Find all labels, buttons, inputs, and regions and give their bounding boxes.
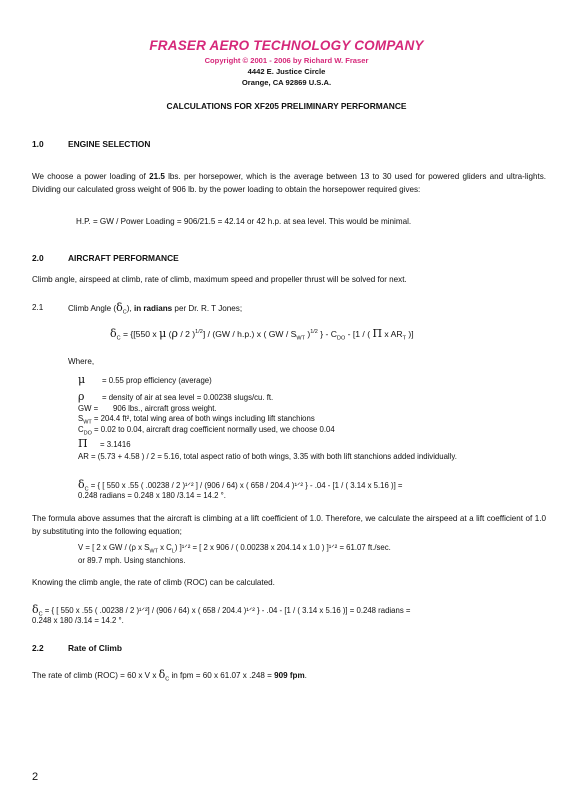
def-aspect-ratio: AR = (5.73 + 4.58 ) / 2 = 5.16, total aspect ratio of both wings, 3.35 with both lift stanchions added individually. [78, 452, 457, 461]
horsepower-formula: H.P. = GW / Power Loading = 906/21.5 = 42.14 or 42 h.p. at sea level. This would be minimal. [76, 217, 412, 226]
rate-of-climb-intro: Knowing the climb angle, the rate of climb (ROC) can be calculated. [32, 578, 275, 587]
section-2-1-title: Climb Angle $(\delta_C)$, in radians per Dr. R. T Jones; [68, 301, 243, 316]
delta-symbol: δ [116, 301, 123, 314]
climb-angle-calc-line-1: $\delta_C$ = { [ 550 x .55 ( .00238 / 2 )¹ᐟ² ] / (906 / 64) x ( 658 / 204.4 )¹ᐟ² } - .04 - [1 / ( 3.14 x 5.16 )] = [78, 478, 403, 493]
section-1-title: ENGINE SELECTION [68, 139, 151, 149]
climb-angle-formula: $\delta_C = \{[550$ x μ (ρ / 2 )$^{1/2}$] / (GW / h.p.) x ( GW / $S_{WT}$ )$^{1/2}$ } - $C_{DO} - [1$ / ( Π x $AR_T$ )] [110, 327, 414, 342]
address-city: Orange, CA 92869 U.S.A. [241, 78, 332, 87]
lift-coefficient-paragraph: The formula above assumes that the aircraft is climbing at a lift coefficient of 1.0. Therefore, we calculate the airspeed at a lift coefficient of 1.0 by substituting into the following equation; [32, 514, 546, 536]
section-2-title: AIRCRAFT PERFORMANCE [68, 253, 179, 263]
copyright-line: Copyright © 2001 - 2006 by Richard W. Fraser [204, 56, 369, 65]
delta-calc-line-2: 0.248 x 180 /3.14 = 14.2 °. [32, 616, 124, 625]
delta-calc-line-1: $\delta_C$ = { [ 550 x .55 ( .00238 / 2 )¹ᐟ²] / (906 / 64) x ( 658 / 204.4 )¹ᐟ² } - .04 - [1 / ( 3.14 x 5.16 )] = 0.248 radians = [32, 603, 411, 618]
address-street: 4442 E. Justice Circle [247, 67, 326, 76]
section-2-2-number: 2.2 [32, 643, 44, 653]
page-number: 2 [32, 771, 39, 783]
section-2-number: 2.0 [32, 253, 44, 263]
rate-of-climb-formula: The rate of climb (ROC) = 60 x V x $\delta_C$ in fpm = 60 x 61.07 x .248 = 909 fpm. [32, 668, 307, 683]
def-swt: $S_{WT} = 204.4$ ft², total wing area of both wings including lift stanchions [78, 414, 315, 426]
company-name: FRASER AERO TECHNOLOGY COMPANY [149, 38, 424, 53]
climb-angle-calc-line-2: 0.248 radians = 0.248 x 180 /3.14 = 14.2 °. [78, 491, 226, 500]
def-pi: Π = 3.1416 [78, 437, 131, 450]
airspeed-formula-line-1: V = [ 2 x GW / (ρ x $S_{WT}$ x $C_L$) ]¹ᐟ² = [ 2 x 906 / ( 0.00238 x 204.14 x 1.0 ) ]¹ᐟ² = 61.07 ft./sec. [78, 543, 391, 555]
document-title: CALCULATIONS FOR XF205 PRELIMINARY PERFORMANCE [166, 101, 407, 111]
section-2-intro: Climb angle, airspeed at climb, rate of climb, maximum speed and propeller thrust will be solved for next. [32, 275, 407, 284]
def-gw: GW = 906 lbs., aircraft gross weight. [78, 404, 217, 413]
section-1-number: 1.0 [32, 139, 44, 149]
section-2-2-title: Rate of Climb [68, 643, 122, 653]
def-rho: ρ = density of air at sea level = 0.00238 slugs/cu. ft. [78, 390, 274, 403]
section-1-paragraph: We choose a power loading of 21.5 lbs. per horsepower, which is the average between 13 to 30 used for powered gliders and ultra-lights. Dividing our calculated gross weight of 906 lb. by the power loading to obtain the horsepower required gives: [32, 172, 546, 194]
def-mu: μ = 0.55 prop efficiency (average) [78, 373, 212, 386]
airspeed-formula-line-2: or 89.7 mph. Using stanchions. [78, 556, 186, 565]
def-cdo: $C_{DO} = 0.02$ to 0.04, aircraft drag coefficient normally used, we choose 0.04 [78, 425, 335, 437]
section-2-1-number: 2.1 [32, 303, 44, 312]
where-label: Where, [68, 357, 95, 366]
